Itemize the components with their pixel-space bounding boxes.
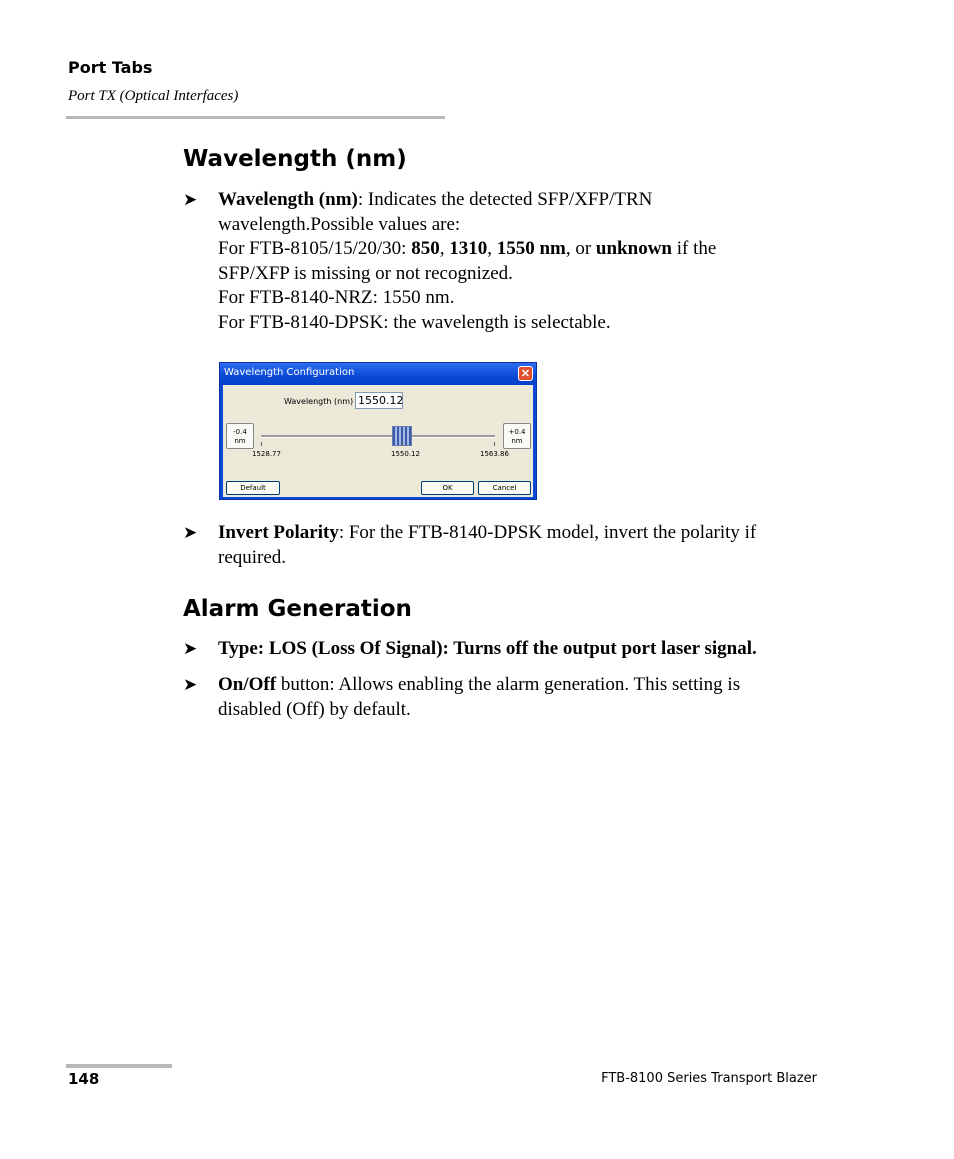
increase-unit: nm [511,437,523,445]
increase-wavelength-button[interactable] [503,423,531,449]
dialog-title: Wavelength Configuration [224,367,355,378]
slider-current-label: 1550.12 [391,450,420,458]
bullet-arrow-icon: ➤ [183,639,198,658]
text: SFP/XFP is missing or not recognized. [218,262,513,284]
text: required. [218,546,287,568]
value-1550: 1550 nm [496,238,566,259]
text: button: Allows enabling the alarm generation. This setting is [276,674,741,695]
bullet-invert-polarity [183,521,803,570]
text: if the [671,238,717,259]
decrease-wavelength-button[interactable] [226,423,254,449]
cancel-button[interactable]: Cancel [478,481,531,495]
text: : Indicates the detected SFP/XFP/TRN [357,189,653,210]
alarm-type-text: Type: LOS (Loss Of Signal): Turns off the output port laser signal. [218,638,757,659]
increase-amount: +0.4 [508,428,526,436]
wavelength-input[interactable]: 1550.12 [355,392,403,409]
running-head-title: Port Tabs [68,58,153,77]
default-button[interactable]: Default [226,481,280,495]
section-heading-wavelength: Wavelength (nm) [183,146,407,172]
decrease-unit: nm [234,437,246,445]
text: For FTB-8105/15/20/30: [218,238,412,259]
term-on-off: On/Off [218,674,277,695]
section-heading-alarm: Alarm Generation [183,596,412,622]
text: , or [565,238,596,259]
bullet-alarm-type [183,637,803,662]
slider-max-label: 1563.86 [480,450,509,458]
wavelength-slider-track[interactable] [261,435,495,438]
value-850: 850 [411,238,440,259]
text: For FTB-8140-NRZ: 1550 nm. [218,287,455,308]
bullet-arrow-icon: ➤ [183,523,198,542]
page-number: 148 [68,1070,100,1088]
wavelength-field-label: Wavelength (nm) [284,397,354,406]
value-1310: 1310 [449,238,488,259]
bullet-on-off [183,673,803,722]
close-icon[interactable]: ✕ [518,366,533,381]
slider-tick [494,442,495,446]
slider-min-label: 1528.77 [252,450,281,458]
bullet-wavelength [183,188,803,335]
text: wavelength.Possible values are: [218,213,461,235]
bullet-arrow-icon: ➤ [183,190,198,209]
text: : For the FTB-8140-DPSK model, invert the polarity if [338,522,757,543]
slider-tick [261,442,262,446]
term-wavelength: Wavelength (nm) [218,189,358,210]
footer-rule [66,1064,172,1068]
term-invert-polarity: Invert Polarity [218,522,339,543]
value-unknown: unknown [595,238,672,259]
slider-tick [402,442,403,446]
dialog-body [223,385,533,497]
ok-button[interactable]: OK [421,481,474,495]
header-rule [66,116,445,119]
text: disabled (Off) by default. [218,698,411,720]
text: , [439,238,450,259]
wavelength-configuration-dialog [219,362,537,500]
running-head-subtitle: Port TX (Optical Interfaces) [68,88,239,104]
bullet-arrow-icon: ➤ [183,675,198,694]
text: For FTB-8140-DPSK: the wavelength is selectable. [218,311,611,333]
decrease-amount: -0.4 [233,428,247,436]
document-name: FTB-8100 Series Transport Blazer [601,1071,817,1086]
dialog-titlebar [220,363,536,385]
text: , [487,238,497,259]
